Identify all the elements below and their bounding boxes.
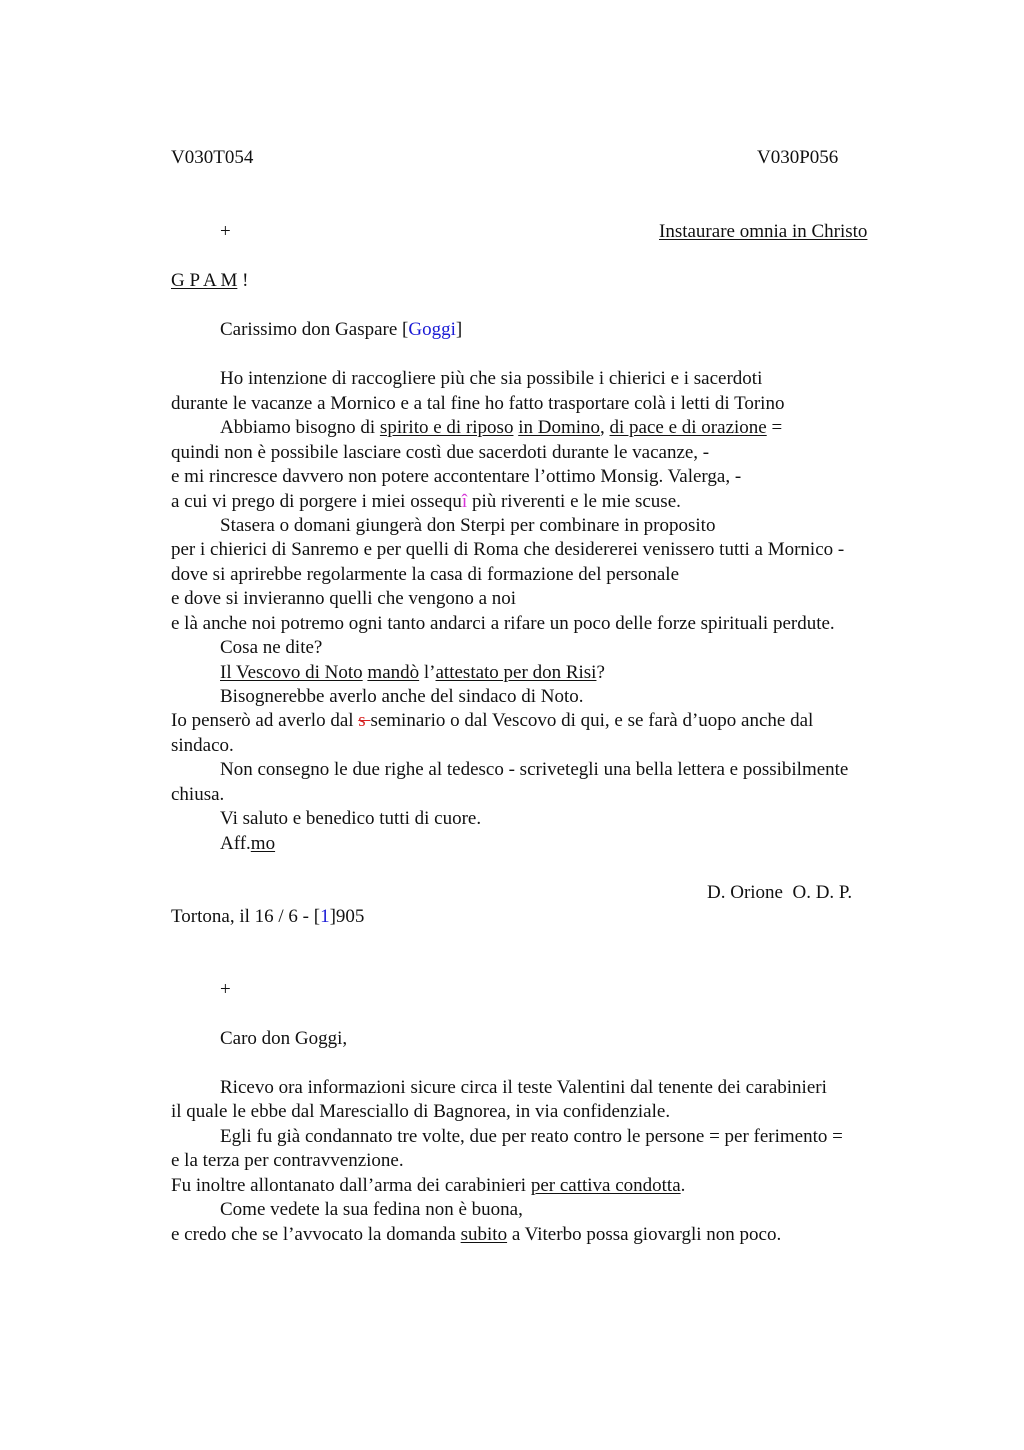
date-line — [171, 905, 364, 929]
text-line: Cosa ne dite? — [220, 637, 323, 658]
salutation-pre: Carissimo don Gaspare [ — [220, 319, 409, 340]
text-line: dove si aprirebbe regolarmente la casa di formazione del personale — [171, 564, 680, 585]
salutation: Caro don Goggi, — [220, 1028, 348, 1049]
text-line: chiusa. — [171, 784, 225, 805]
text-line — [220, 416, 782, 440]
closing — [220, 832, 275, 856]
text-line — [171, 1174, 685, 1198]
underlined-text: per cattiva condotta — [530, 1175, 681, 1196]
underlined-text: mo — [250, 833, 276, 854]
text-span: seminario o dal Vescovo di qui, e se farà d’uopo anche dal — [370, 710, 814, 731]
document-code-left: V030T054 — [171, 147, 254, 168]
salutation — [220, 318, 462, 342]
text-line: Non consegno le due righe al tedesco - scrivetegli una bella lettera e possibilmente — [220, 759, 849, 780]
gpam-line — [171, 269, 248, 293]
text-line: e la terza per contravvenzione. — [171, 1150, 404, 1171]
salutation-post: ] — [455, 319, 463, 340]
underlined-text: subito — [460, 1224, 508, 1245]
text-line — [171, 709, 813, 733]
cross-mark: + — [220, 979, 231, 1000]
underlined-text: Il Vescovo di Noto — [220, 662, 363, 683]
underlined-text: attestato per don Risi — [435, 662, 597, 683]
text-line: e là anche noi potremo ogni tanto andarci a rifare un poco delle forze spirituali perdute. — [171, 613, 835, 634]
text-line — [220, 661, 605, 685]
text-span: l’ — [419, 662, 436, 683]
underlined-text: spirito e di riposo — [379, 417, 514, 438]
text-span: più riverenti e le mie scuse. — [467, 491, 681, 512]
text-line: e dove si invieranno quelli che vengono a noi — [171, 588, 517, 609]
text-line — [171, 490, 681, 514]
text-span: = — [766, 417, 783, 438]
underlined-text: mandò — [367, 662, 420, 683]
struck-letter: s — [358, 710, 371, 731]
text-span: , — [600, 417, 610, 438]
editorial-digit: 1 — [320, 906, 330, 927]
text-span: Abbiamo bisogno di — [220, 417, 380, 438]
text-line: Stasera o domani giungerà don Sterpi per combinare in proposito — [220, 515, 716, 536]
text-line: quindi non è possibile lasciare costì due sacerdoti durante le vacanze, - — [171, 442, 710, 463]
gpam: G P A M — [171, 270, 238, 291]
salutation-name: Goggi — [408, 319, 456, 340]
text-line: Come vedete la sua fedina non è buona, — [220, 1199, 523, 1220]
corrected-letter: î — [461, 491, 468, 512]
signature: D. Orione O. D. P. — [707, 882, 853, 903]
document-code-right: V030P056 — [757, 147, 839, 168]
text-line: per i chierici di Sanremo e per quelli di Roma che desidererei venissero tutti a Mornico - — [171, 539, 845, 560]
text-line — [171, 1223, 781, 1247]
text-line: Ho intenzione di raccogliere più che sia possibile i chierici e i sacerdoti — [220, 368, 763, 389]
gpam-exclamation: ! — [237, 270, 249, 291]
text-span: Aff. — [220, 833, 251, 854]
cross-mark: + — [220, 221, 231, 242]
text-span: e credo che se l’avvocato la domanda — [171, 1224, 461, 1245]
text-span: Tortona, il 16 / 6 - [ — [171, 906, 321, 927]
text-line: Egli fu già condannato tre volte, due per reato contro le persone = per ferimento = — [220, 1126, 843, 1147]
text-span: Io penserò ad averlo dal — [171, 710, 359, 731]
text-span: ? — [596, 662, 605, 683]
text-line: Vi saluto e benedico tutti di cuore. — [220, 808, 482, 829]
underlined-text: in Domino — [518, 417, 601, 438]
text-span: . — [680, 1175, 686, 1196]
text-line: Bisognerebbe averlo anche del sindaco di Noto. — [220, 686, 584, 707]
text-line: e mi rincresce davvero non potere accontentare l’ottimo Monsig. Valerga, - — [171, 466, 742, 487]
text-line: il quale le ebbe dal Maresciallo di Bagnorea, in via confidenziale. — [171, 1101, 671, 1122]
text-span: ]905 — [329, 906, 365, 927]
text-line: durante le vacanze a Mornico e a tal fine ho fatto trasportare colà i letti di Torino — [171, 393, 785, 414]
motto: Instaurare omnia in Christo — [659, 221, 868, 242]
text-line: sindaco. — [171, 735, 234, 756]
text-span: Fu inoltre allontanato dall’arma dei carabinieri — [171, 1175, 531, 1196]
text-span: a cui vi prego di porgere i miei ossequ — [171, 491, 462, 512]
text-line: Ricevo ora informazioni sicure circa il teste Valentini dal tenente dei carabinieri — [220, 1077, 827, 1098]
text-span: a Viterbo possa giovargli non poco. — [507, 1224, 782, 1245]
underlined-text: di pace e di orazione — [609, 417, 767, 438]
